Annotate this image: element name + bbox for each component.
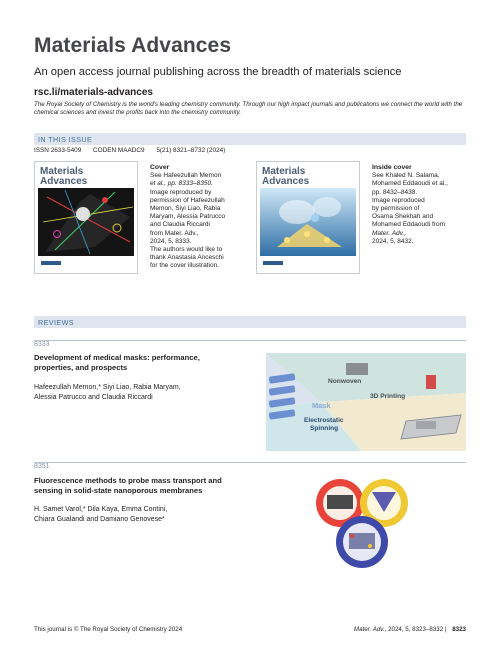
- article-page-number[interactable]: 8351: [34, 463, 50, 470]
- caption-line: Mater. Adv.,: [372, 229, 407, 237]
- article-title-line1[interactable]: Development of medical masks: performance,: [34, 353, 200, 362]
- article-authors: [34, 505, 244, 524]
- in-this-issue-label: IN THIS ISSUE: [38, 135, 93, 144]
- cover-masthead-line2: Advances: [40, 176, 88, 187]
- article-title[interactable]: [34, 476, 244, 496]
- article-authors-line2: Chiara Gualandi and Damiano Genovese*: [34, 515, 165, 523]
- caption-line: permission of Hafeezullah: [150, 196, 225, 204]
- article-divider: [34, 340, 466, 341]
- mask-figure-graphic: [266, 353, 466, 451]
- footer-ref-rest: 2024, 5, 8323–8332: [388, 626, 444, 633]
- figure-label-nonwoven: Nonwoven: [328, 378, 362, 385]
- article-authors-line1: H. Samet Varol,* Dila Kaya, Emma Contini,: [34, 506, 168, 513]
- caption-line: thank Anastasia Anceschi: [150, 254, 224, 262]
- caption-line: Image reproduced by: [150, 188, 212, 196]
- caption-line: Image reproduced: [372, 196, 425, 204]
- figure-label-electrostatic: Electrostatic: [304, 417, 344, 424]
- figure-label-mask: Mask: [312, 401, 331, 410]
- caption-line: Mohamed Eddaoudi et al.,: [372, 180, 448, 188]
- footer-citation: [354, 626, 466, 633]
- caption-line: The authors would like to: [150, 246, 223, 254]
- footer-journal-ref: Mater. Adv.,: [353, 626, 387, 633]
- cover-image: [34, 161, 138, 274]
- article-page-number[interactable]: 8333: [34, 341, 50, 348]
- caption-line: Osama Shekhah and: [372, 213, 434, 221]
- nanopore-figure: [300, 470, 420, 576]
- caption-line: by permission of: [372, 205, 420, 213]
- journal-title: Materials Advances: [34, 34, 232, 57]
- caption-line: from Mater. Adv.,: [150, 229, 199, 237]
- caption-line: and Claudia Riccardi: [150, 221, 210, 229]
- inside-cover-masthead-line1: Materials: [262, 166, 306, 177]
- journal-tagline: An open access journal publishing across the breadth of materials science: [34, 66, 402, 78]
- inside-cover-illustration: [257, 162, 359, 273]
- article-title-line2[interactable]: properties, and prospects: [34, 363, 128, 372]
- issn: ISSN 2633-5409: [34, 147, 82, 154]
- caption-line: See Hafeezullah Memon: [150, 172, 222, 180]
- mask-figure: [266, 353, 466, 451]
- article-title-line2[interactable]: sensing in solid-state nanoporous membranes: [34, 486, 203, 495]
- cover-caption: [150, 164, 245, 271]
- issn-line: [34, 147, 235, 154]
- caption-line: Memon, Siyi Liao, Rabia: [150, 205, 221, 213]
- caption-line: See Khaled N. Salama,: [372, 172, 440, 180]
- coden: CODEN MAADC9: [93, 147, 145, 154]
- inside-cover-caption-title: Inside cover: [372, 164, 412, 171]
- nanopore-figure-graphic: [300, 470, 420, 576]
- caption-line: pp. 8432–8438.: [372, 188, 418, 196]
- caption-line: 2024, 5, 8432.: [372, 237, 414, 245]
- inside-cover-image: [256, 161, 360, 274]
- issue-range: 5(21) 8321–8732 (2024): [156, 147, 226, 154]
- reviews-label: REVIEWS: [38, 318, 74, 327]
- footer-copyright: This journal is © The Royal Society of Chemistry 2024: [34, 626, 183, 633]
- figure-label-spinning: Spinning: [310, 425, 339, 432]
- inside-cover-caption: [372, 164, 467, 246]
- in-this-issue-bar: [34, 133, 466, 145]
- cover-illustration: [35, 162, 137, 273]
- caption-line: 2024, 5, 8333.: [150, 237, 192, 245]
- article-divider: [34, 462, 466, 463]
- article-title-line1[interactable]: Fluorescence methods to probe mass transport and: [34, 476, 222, 485]
- cover-masthead-line1: Materials: [40, 166, 84, 177]
- article-title[interactable]: [34, 353, 244, 373]
- caption-line: Maryam, Alessia Patrucco: [150, 213, 226, 221]
- caption-line: for the cover illustration.: [150, 262, 220, 270]
- footer-page-number: 8323: [452, 626, 466, 633]
- reviews-bar: [34, 316, 466, 328]
- article-authors: [34, 383, 244, 402]
- caption-line: et al., pp. 8333–8350.: [150, 180, 213, 188]
- figure-label-3d-printing: 3D Printing: [370, 393, 406, 400]
- journal-url[interactable]: rsc.li/materials-advances: [34, 87, 153, 98]
- cover-caption-title: Cover: [150, 164, 170, 171]
- caption-line: Mohamed Eddaoudi from: [372, 221, 445, 229]
- rsc-statement: The Royal Society of Chemistry is the world's leading chemistry community. Through our high impact journals and publications we connect the world with the chemical sciences and invest the profits back into the chemistry community.: [34, 101, 463, 117]
- inside-cover-masthead-line2: Advances: [262, 176, 310, 187]
- article-authors-line1: Hafeezullah Memon,* Siyi Liao, Rabia Maryam,: [34, 384, 181, 391]
- footer-separator: |: [444, 626, 447, 633]
- article-authors-line2: Alessia Patrucco and Claudia Riccardi: [34, 393, 153, 401]
